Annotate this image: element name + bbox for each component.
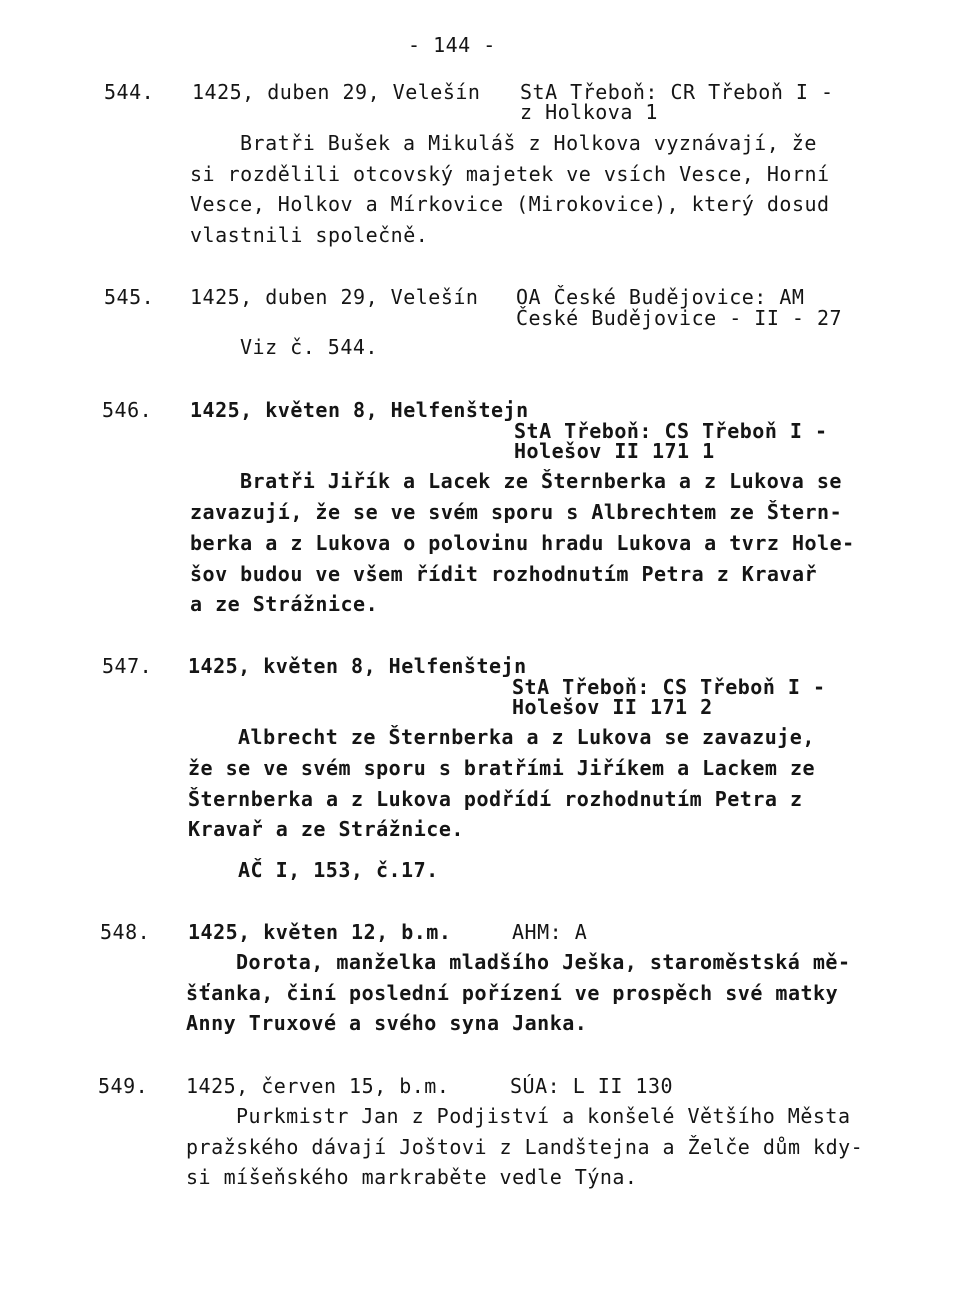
record-source-line: z Holkova 1 [520, 100, 658, 124]
record-note: Viz č. 544. [240, 335, 378, 359]
record-source-line: SÚA: L II 130 [510, 1074, 674, 1098]
record-number: 547. [102, 654, 153, 678]
record-body-line: Anny Truxové a svého syna Janka. [186, 1011, 588, 1035]
record-body-line: a ze Strážnice. [190, 592, 379, 616]
record-number: 548. [100, 920, 151, 944]
record-number: 549. [98, 1074, 149, 1098]
record-header: 1425, duben 29, Velešín [190, 285, 479, 309]
record-body-line: Vesce, Holkov a Mírkovice (Mirokovice), který dosud [190, 192, 830, 216]
record-source-line: StA Třeboň: CS Třeboň I - [512, 675, 826, 699]
record-source-line: StA Třeboň: CS Třeboň I - [514, 419, 828, 443]
record-header: 1425, červen 15, b.m. [186, 1074, 450, 1098]
record-body-line: šťanka, činí poslední pořízení ve prospěch své matky [186, 981, 839, 1005]
record-body-line: berka a z Lukova o polovinu hradu Lukova a tvrz Hole- [190, 531, 855, 555]
record-body-line: Šternberka a z Lukova podřídí rozhodnutím Petra z [188, 787, 803, 811]
record-body-line: že se ve svém sporu s bratřími Jiříkem a Lackem ze [188, 756, 816, 780]
record-body-line: Bratři Jiřík a Lacek ze Šternberka a z Lukova se [240, 469, 842, 493]
record-body-line: Albrecht ze Šternberka a z Lukova se zavazuje, [238, 725, 815, 749]
record-citation: AČ I, 153, č.17. [238, 858, 439, 882]
record-body-line: zavazují, že se ve svém sporu s Albrechtem ze Štern- [190, 500, 843, 524]
record-body-line: šov budou ve všem řídit rozhodnutím Petra z Kravař [190, 562, 818, 586]
record-body-line: Purkmistr Jan z Podjiství a konšelé Většího Města [236, 1104, 851, 1128]
record-source-line: AHM: A [512, 920, 588, 944]
record-number: 546. [102, 398, 153, 422]
record-body-line: Bratři Bušek a Mikuláš z Holkova vyznávají, že [240, 131, 817, 155]
record-body-line: Dorota, manželka mladšího Ješka, staroměstská mě- [236, 950, 851, 974]
record-body-line: Kravař a ze Strážnice. [188, 817, 464, 841]
record-header: 1425, duben 29, Velešín [192, 80, 481, 104]
record-source-line: České Budějovice - II - 27 [516, 306, 843, 330]
record-number: 545. [104, 285, 155, 309]
record-body-line: si míšeňského markraběte vedle Týna. [186, 1165, 638, 1189]
record-header: 1425, květen 12, b.m. [188, 920, 452, 944]
record-body-line: pražského dávají Joštovi z Landštejna a Želče dům kdy- [186, 1135, 864, 1159]
record-source-line: OA České Budějovice: AM [516, 285, 805, 309]
record-source-line: Holešov II 171 2 [512, 695, 713, 719]
record-body-line: vlastnili společně. [190, 223, 429, 247]
record-body-line: si rozdělili otcovský majetek ve vsích Vesce, Horní [190, 162, 830, 186]
record-source-line: Holešov II 171 1 [514, 439, 715, 463]
record-source-line: StA Třeboň: CR Třeboň I - [520, 80, 834, 104]
page-number: - 144 - [408, 33, 496, 57]
record-header: 1425, květen 8, Helfenštejn [190, 398, 529, 422]
record-number: 544. [104, 80, 155, 104]
record-header: 1425, květen 8, Helfenštejn [188, 654, 527, 678]
